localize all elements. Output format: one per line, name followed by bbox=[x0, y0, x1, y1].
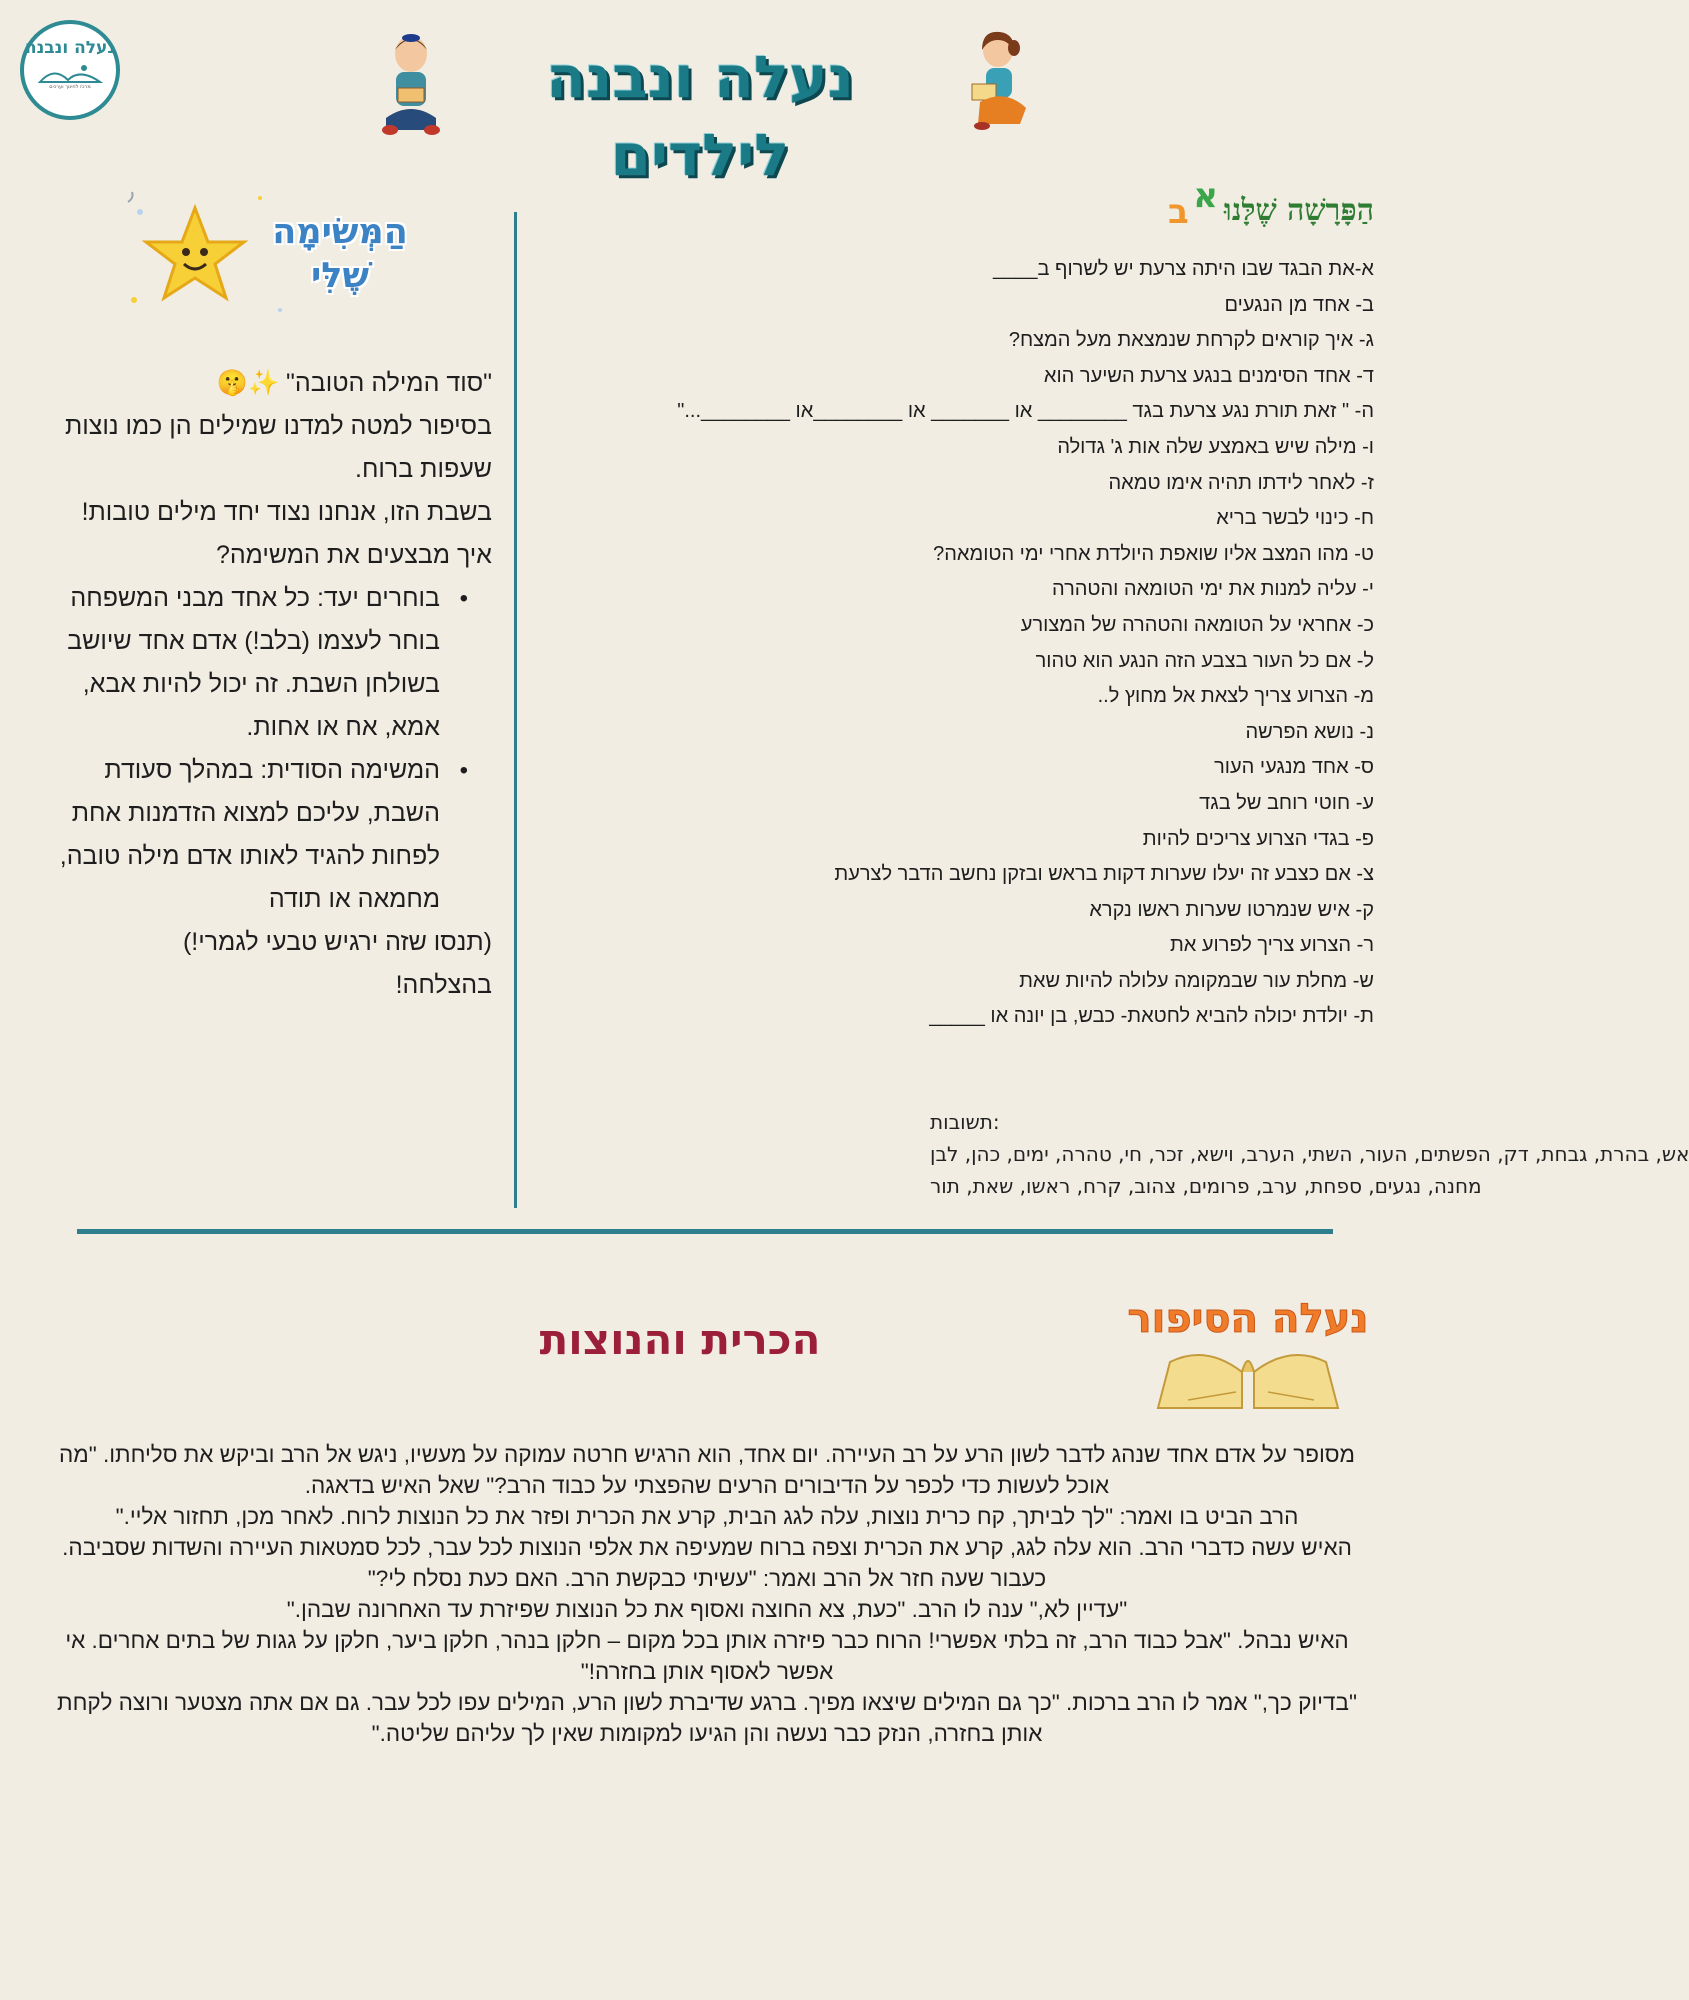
riddle-item: ב- אחד מן הנגעים bbox=[1224, 293, 1374, 316]
story-paragraph: האיש נבהל. "אבל כבוד הרב, זה בלתי אפשרי! הרוח כבר פיזרה אותן בכל מקום – חלקן בנהר, חלקן ביער, חלקן על גגות של בתים אחרים. אי אפשר לאסוף אותן בחזרה!" bbox=[65, 1628, 1349, 1684]
letter-bet: ב bbox=[1168, 192, 1189, 232]
riddle-item: ת- יולדת יכולה להביא לחטאת- כבש, בן יונה או _____ bbox=[929, 1005, 1374, 1028]
riddle-item: ג- איך קוראים לקרחת שנמצאת מעל המצח? bbox=[1008, 329, 1374, 352]
answers-block bbox=[930, 1106, 1689, 1202]
story-paragraph: "עדיין לא," ענה לו הרב. "כעת, צא החוצה ואסוף את כל הנוצות שפיזרת עד האחרונה שבהן." bbox=[286, 1597, 1128, 1622]
riddle-item: ק- איש שנמרטו שערות ראשו נקרא bbox=[1089, 898, 1374, 921]
logo-subtext: מרכז לחינוך וערכים bbox=[49, 84, 91, 90]
letter-aleph: א bbox=[1193, 176, 1219, 216]
mission-body bbox=[30, 362, 492, 1007]
story-body bbox=[40, 1439, 1374, 1749]
story-paragraph: "בדיוק כך," אמר לו הרב ברכות. "כך גם המילים שיצאו מפיך. ברגע שדיברת לשון הרע, המילים עפו לכל עבר. גם אם אתה מצטער ורוצה לקחת אותן בחזרה, הנזק כבר נעשה והן הגיעו למקומות שאין לך עליהם שליטה." bbox=[57, 1690, 1357, 1746]
riddle-item: כ- אחראי על הטומאה והטהרה של המצורע bbox=[1020, 613, 1374, 636]
riddle-item: פ- בגדי הצרוע צריכים להיות bbox=[1142, 827, 1374, 850]
riddle-item: ל- אם כל העור בצבע הזה הנגע הוא טהור bbox=[1035, 649, 1374, 672]
riddle-item: צ- אם כצבע זה יעלו שערות דקות בראש ובזקן נחשב הדבר לצרעת bbox=[834, 863, 1374, 886]
parasha-heading-text: הַפָּרָשָׁה שֶׁלָּנוּ bbox=[1224, 193, 1374, 228]
open-book-icon bbox=[1118, 1280, 1378, 1410]
mission-intro: איך מבצעים את המשימה? bbox=[215, 541, 492, 569]
story-title: הכרית והנוצות bbox=[539, 1315, 821, 1364]
mission-intro: בשבת הזו, אנחנו נצוד יחד מילים טובות! bbox=[81, 498, 492, 526]
riddle-item: ח- כינוי לבשר בריא bbox=[1216, 507, 1374, 530]
parasha-heading bbox=[1168, 176, 1374, 232]
mission-step: • המשימה הסודית: במהלך סעודת השבת, עליכם למצוא הזדמנות אחת לפחות להגיד לאותו אדם מילה טובה, מחמאה או תודה bbox=[30, 749, 440, 921]
column-divider bbox=[514, 212, 517, 1208]
answers-label: תשובות: bbox=[930, 1110, 1000, 1134]
answers-line: מחנה, נגעים, ספחת, ערב, פרומים, צהוב, קרח, ראשו, שאת, תור bbox=[930, 1174, 1482, 1198]
mission-steps bbox=[30, 577, 492, 921]
story-paragraph: הרב הביט בו ואמר: "לך לביתך, קח כרית נוצות, עלה לגג הבית, קרע את הכרית ופזר את כל הנוצות לרוח. לאחר מכן, תחזור אליי." bbox=[115, 1504, 1299, 1529]
riddle-item: ד- אחד הסימנים בנגע צרעת השיער הוא bbox=[1043, 364, 1374, 387]
riddle-item: ס- אחד מנגעי העור bbox=[1214, 756, 1374, 779]
riddle-item: ט- מהו המצב אליו שואפת היולדת אחרי ימי הטומאה? bbox=[933, 542, 1374, 565]
mission-heading: "סוד המילה הטובה" ✨🤫 bbox=[216, 369, 492, 397]
mission-step: • בוחרים יעד: כל אחד מבני המשפחה בוחר לעצמו (בלב!) אדם אחד שיושב בשולחן השבת. זה יכול להיות אבא, אמא, אח או אחות. bbox=[30, 577, 440, 749]
mission-intro: בסיפור למטה למדנו שמילים הן כמו נוצות שעפות ברוח. bbox=[64, 412, 492, 483]
logo bbox=[20, 20, 120, 120]
riddle-item: ר- הצרוע צריך לפרוע את bbox=[1169, 934, 1374, 957]
riddle-item: ז- לאחר לידתו תהיה אימו טמאה bbox=[1108, 471, 1374, 494]
section-divider bbox=[77, 1229, 1333, 1234]
story-paragraph: האיש עשה כדברי הרב. הוא עלה לגג, קרע את הכרית וצפה ברוח שמעיפה את אלפי הנוצות לכל עבר, לכל סמטאות העיירה והשדות שסביבה. כעבור שעה חזר אל הרב ואמר: "עשיתי כבקשת הרב. האם כעת נסלח לי?" bbox=[62, 1535, 1352, 1591]
mission-title-line: הַמְּשִׂימָה bbox=[272, 212, 408, 252]
riddle-item: ש- מחלת עור שבמקומה עלולה להיות שאת bbox=[1019, 969, 1374, 992]
mission-note: (תנסו שזה ירגיש טבעי לגמרי!) bbox=[182, 928, 492, 956]
girl-reading-icon bbox=[960, 28, 1030, 138]
riddle-item: ה- " זאת תורת נגע צרעת בגד ________ או _______ או ________או ________..." bbox=[677, 400, 1374, 423]
riddle-item: י- עליה למנות את ימי הטומאה והטהרה bbox=[1051, 578, 1374, 601]
logo-text: נעלה ונבנה bbox=[24, 38, 116, 58]
aleph-bet-icon bbox=[1168, 176, 1219, 232]
riddle-item: א-את הבגד שבו היתה צרעת יש לשרוף ב____ bbox=[992, 258, 1374, 280]
mission-closing: בהצלחה! bbox=[395, 971, 492, 999]
riddle-item: ע- חוטי רוחב של בגד bbox=[1199, 791, 1374, 814]
answers-line: אש, בהרת, גבחת, דק, הפשתים, העור, השתי, הערב, וישא, זכר, חי, טהרה, ימים, כהן, לבן bbox=[930, 1142, 1689, 1166]
riddle-item: ו- מילה שיש באמצע שלה אות ג' גדולה bbox=[1057, 435, 1374, 458]
story-badge-text: נעלה הסיפור bbox=[1127, 1296, 1369, 1342]
logo-hills-icon bbox=[38, 62, 102, 84]
mission-title bbox=[270, 210, 410, 298]
story-paragraph: מסופר על אדם אחד שנהג לדבר לשון הרע על רב העיירה. יום אחד, הוא הרגיש חרטה עמוקה על מעשיו, ניגש אל הרב וביקש את סליחתו. "מה אוכל לעשות כדי לכפר על הדיבורים הרעים שהפצתי על כבוד הרב?" שאל האיש בדאגה. bbox=[58, 1442, 1355, 1498]
mission-title-line: שֶׁלִּי bbox=[310, 256, 370, 296]
riddle-item: מ- הצרוע צריך לצאת אל מחוץ ל.. bbox=[1097, 685, 1374, 708]
page-title: נעלה ונבנה לילדים bbox=[546, 43, 854, 189]
boy-reading-icon bbox=[376, 30, 446, 140]
riddle-list bbox=[494, 252, 1374, 1035]
riddle-item: נ- נושא הפרשה bbox=[1245, 720, 1374, 743]
